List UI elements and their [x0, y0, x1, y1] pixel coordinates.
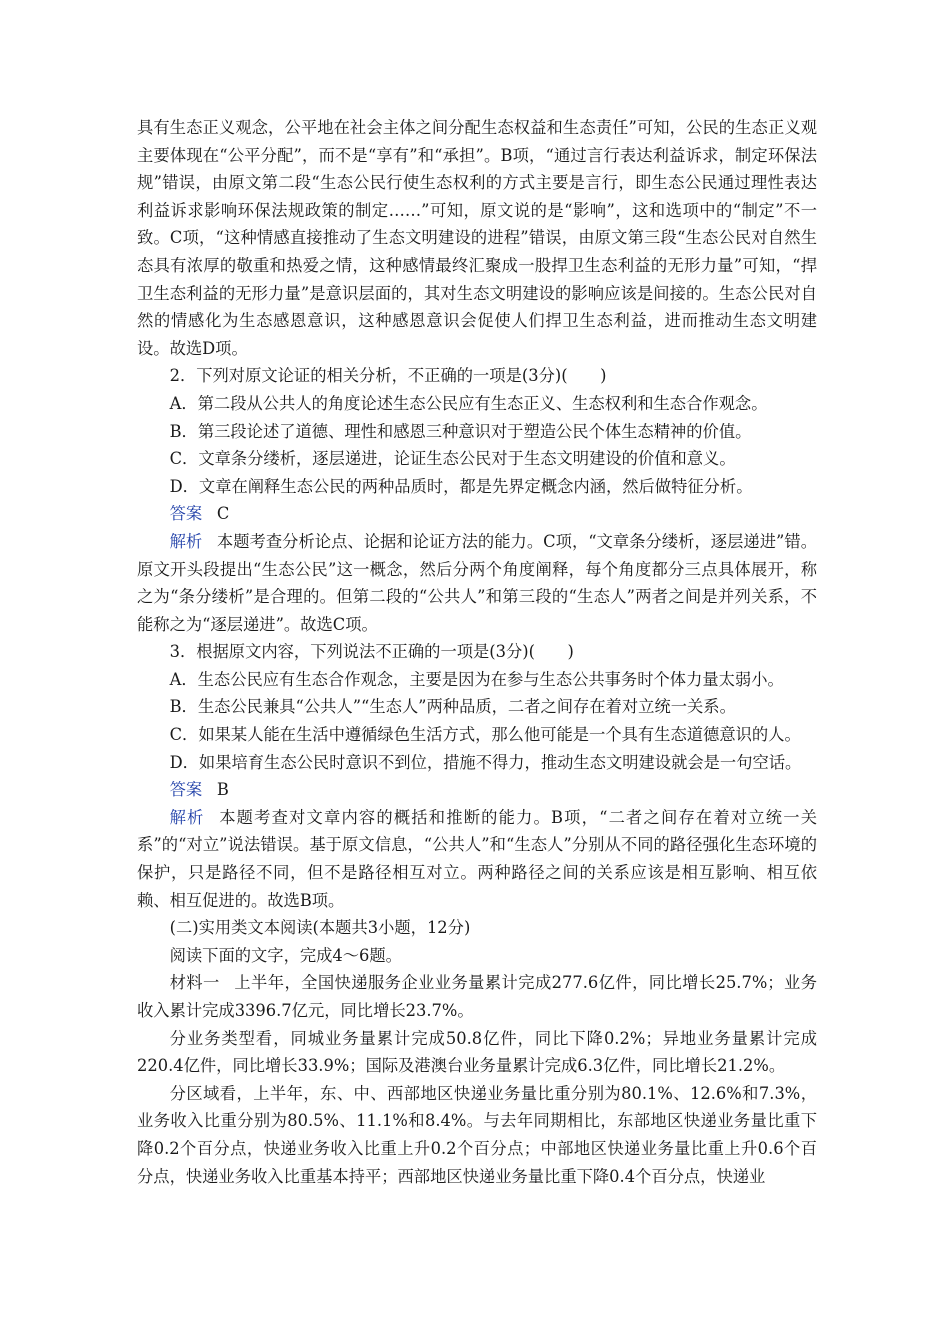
- material-paragraph-3: 分区域看，上半年，东、中、西部地区快递业务量比重分别为80.1%、12.6%和7.3%，业务收入比重分别为80.5%、11.1%和8.4%。与去年同期相比，东部地区快递业务量比重下降0.2个百分点，快递业务收入比重上升0.2个百分点；中部地区快递业务量比重上升0.6个百分点，快递业务收入比重基本持平；西部地区快递业务量比重下降0.4个百分点，快递业: [137, 1083, 817, 1186]
- answer-label: 答案: [169, 504, 203, 524]
- q3-answer: [137, 776, 817, 804]
- material-paragraph-1: [137, 969, 817, 1024]
- q3-option-b: B．生态公民兼具“公共人”“生态人”两种品质，二者之间存在着对立统一关系。: [169, 697, 736, 717]
- analysis-label: 解析: [169, 531, 203, 551]
- q2-option-b: B．第三段论述了道德、理性和感恩三种意识对于塑造公民个体生态精神的价值。: [169, 421, 752, 441]
- q2-option-a: A．第二段从公共人的角度论述生态公民应有生态正义、生态权利和生态合作观念。: [169, 393, 768, 413]
- answer-value: B: [216, 780, 229, 800]
- q2-option-c: C．文章条分缕析，逐层递进，论证生态公民对于生态文明建设的价值和意义。: [169, 449, 736, 469]
- q3-option-c: C．如果某人能在生活中遵循绿色生活方式，那么他可能是一个具有生态道德意识的人。: [169, 725, 801, 745]
- material-text: 上半年，全国快递服务企业业务量累计完成277.6亿件，同比增长25.7%；业务收入累计完成3396.7亿元，同比增长23.7%。: [137, 973, 817, 1020]
- q1-analysis-continuation: 具有生态正义观念，公平地在社会主体之间分配生态权益和生态责任”可知，公民的生态正义观主要体现在“公平分配”，而不是“享有”和“承担”。B项，“通过言行表达利益诉求，制定环保法规”错误，由原文第二段“生态公民行使生态权利的方式主要是言行，即生态公民通过理性表达利益诉求影响环保法规政策的制定……”可知，原文说的是“影响”，这和选项中的“制定”不一致。C项，“这种情感直接推动了生态文明建设的进程”错误，由原文第三段“生态公民对自然生态具有浓厚的敬重和热爱之情，这种感情最终汇聚成一股捍卫生态利益的无形力量”可知，“捍卫生态利益的无形力量”是意识层面的，其对生态文明建设的影响应该是间接的。生态公民对自然的情感化为生态感恩意识，这种感恩意识会促使人们捍卫生态利益，进而推动生态文明建设。故选D项。: [137, 118, 817, 358]
- q3-option-a: A．生态公民应有生态合作观念，主要是因为在参与生态公共事务时个体力量太弱小。: [169, 669, 784, 689]
- answer-label: 答案: [169, 780, 203, 800]
- document-page: [137, 114, 817, 1190]
- q2-analysis: [137, 528, 817, 638]
- material-label: 材料一: [169, 973, 220, 993]
- q3-stem: 3．根据原文内容，下列说法不正确的一项是(3分)( ): [169, 642, 574, 662]
- section-instruction: 阅读下面的文字，完成4～6题。: [169, 945, 402, 965]
- answer-value: C: [216, 504, 230, 524]
- analysis-text: 本题考查分析论点、论据和论证方法的能力。C项，“文章条分缕析，逐层递进”错。原文开头段提出“生态公民”这一概念，然后分两个角度阐释，每个角度都分三点具体展开，称之为“条分缕析”是合理的。但第二段的“公共人”和第三段的“生态人”两者之间是并列关系，不能称之为“逐层递进”。故选C项。: [137, 531, 817, 634]
- q3-option-d: D．如果培育生态公民时意识不到位，措施不得力，推动生态文明建设就会是一句空话。: [169, 752, 802, 772]
- analysis-label: 解析: [169, 807, 205, 827]
- q2-stem: 2．下列对原文论证的相关分析，不正确的一项是(3分)( ): [169, 366, 607, 386]
- q2-option-d: D．文章在阐释生态公民的两种品质时，都是先界定概念内涵，然后做特征分析。: [169, 476, 753, 496]
- material-paragraph-2: 分业务类型看，同城业务量累计完成50.8亿件，同比下降0.2%；异地业务量累计完成220.4亿件，同比增长33.9%；国际及港澳台业务量累计完成6.3亿件，同比增长21.2%。: [137, 1028, 817, 1076]
- section-heading: (二)实用类文本阅读(本题共3小题，12分): [169, 918, 471, 938]
- analysis-text: 本题考查对文章内容的概括和推断的能力。B项，“二者之间存在着对立统一关系”的“对立”说法错误。基于原文信息，“公共人”和“生态人”分别从不同的路径强化生态环境的保护，只是路径不同，但不是路径相互对立。两种路径之间的关系应该是相互影响、相互依赖、相互促进的。故选B项。: [137, 807, 817, 910]
- q3-analysis: [137, 804, 817, 914]
- q2-answer: [137, 500, 817, 528]
